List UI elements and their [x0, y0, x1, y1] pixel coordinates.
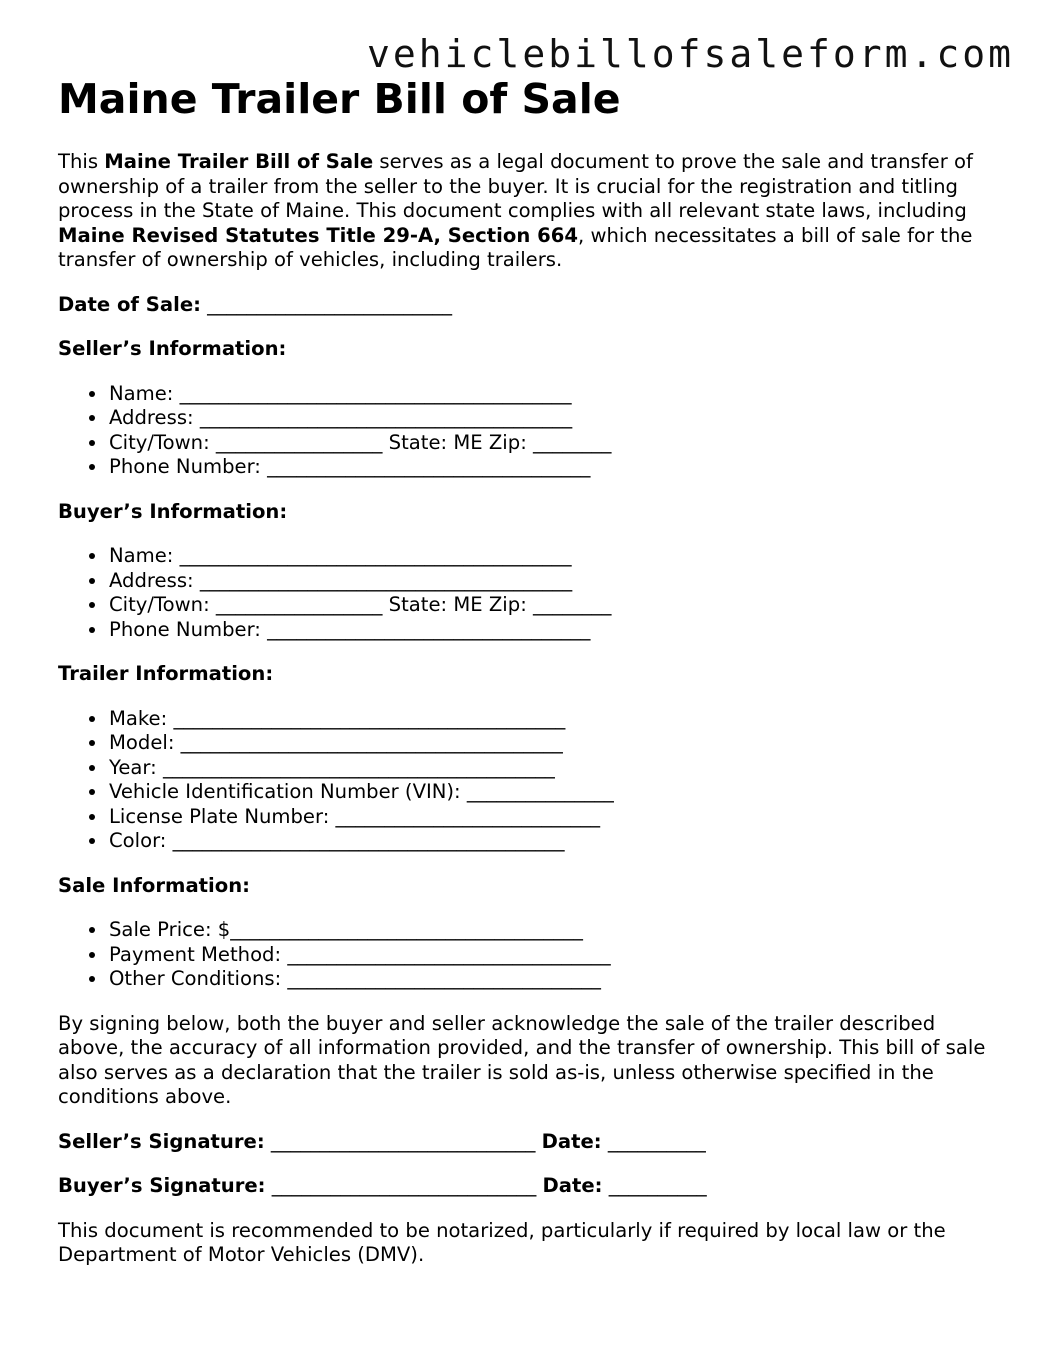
intro-bold-statute: Maine Revised Statutes Title 29-A, Section 664 — [58, 223, 579, 247]
trailer-plate-field[interactable]: • License Plate Number: ___________________________ — [108, 805, 998, 830]
trailer-fields — [58, 707, 998, 854]
date-of-sale-field[interactable] — [58, 293, 998, 318]
intro-bold-title: Maine Trailer Bill of Sale — [104, 150, 374, 173]
trailer-make-field[interactable]: • Make: ________________________________________ — [108, 707, 998, 732]
buyer-date-label: Date: — [542, 1174, 603, 1197]
sale-heading: Sale Information: — [58, 873, 251, 897]
payment-method-field[interactable]: • Payment Method: _________________________________ — [108, 943, 998, 968]
seller-phone-field[interactable]: • Phone Number: _________________________________ — [108, 455, 998, 480]
buyer-signature-row[interactable] — [58, 1174, 998, 1199]
notary-note: This document is recommended to be notarized, particularly if required by local law or the Department of Motor Vehicles (DMV). — [58, 1218, 946, 1266]
sale-price-field[interactable]: • Sale Price: $____________________________________ — [108, 918, 998, 943]
sale-fields — [58, 918, 998, 992]
buyer-city-state-zip-field[interactable]: • City/Town: _________________ State: ME Zip: ________ — [108, 593, 998, 618]
date-of-sale-label: Date of Sale: — [58, 292, 201, 316]
seller-city-state-zip-field[interactable]: • City/Town: _________________ State: ME Zip: ________ — [108, 431, 998, 456]
buyer-signature-label: Buyer’s Signature: — [58, 1174, 266, 1197]
intro-text-3: , which necessitates a bill of sale for the transfer of ownership of vehicles, including trailers. — [58, 223, 973, 271]
trailer-vin-field[interactable]: • Vehicle Identification Number (VIN): _______________ — [108, 780, 998, 805]
trailer-color-field[interactable]: • Color: ________________________________________ — [108, 829, 998, 854]
seller-date-label: Date: — [541, 1129, 602, 1153]
buyer-address-field[interactable]: • Address: ______________________________________ — [108, 569, 998, 594]
acknowledgment-paragraph: By signing below, both the buyer and seller acknowledge the sale of the trailer described above, the accuracy of all information provided, and the transfer of ownership. This bill of sale also serves as a declaration that the trailer is sold as-is, unless otherwise specified in the conditions above. — [58, 1011, 986, 1108]
seller-name-field[interactable]: • Name: ________________________________________ — [108, 382, 998, 407]
trailer-heading: Trailer Information: — [58, 662, 274, 685]
seller-address-field[interactable]: • Address: ______________________________________ — [108, 406, 998, 431]
buyer-phone-field[interactable]: • Phone Number: _________________________________ — [108, 618, 998, 643]
buyer-name-field[interactable]: • Name: ________________________________________ — [108, 544, 998, 569]
intro-paragraph — [58, 150, 998, 273]
trailer-model-field[interactable]: • Model: _______________________________________ — [108, 731, 998, 756]
page-title: Maine Trailer Bill of Sale — [58, 75, 621, 123]
trailer-year-field[interactable]: • Year: ________________________________________ — [108, 756, 998, 781]
date-of-sale-blank[interactable]: _________________________ — [200, 292, 453, 316]
buyer-signature-blank[interactable]: ___________________________ — [265, 1174, 543, 1197]
document-page — [58, 74, 998, 1268]
other-conditions-field[interactable]: • Other Conditions: ________________________________ — [108, 967, 998, 992]
watermark: vehiclebillofsaleform.com — [367, 32, 1014, 76]
buyer-fields — [58, 544, 998, 642]
seller-date-blank[interactable]: __________ — [601, 1129, 706, 1153]
intro-text-1: This — [58, 150, 105, 173]
seller-signature-row[interactable] — [58, 1130, 998, 1155]
seller-fields — [58, 382, 998, 480]
intro-text-2: serves as a legal document to prove the sale and transfer of ownership of a trailer from the seller to the buyer. It is crucial for the registration and titling process in the State of Maine. This document complies with all relevant state laws, including — [58, 150, 973, 222]
seller-heading: Seller’s Information: — [58, 337, 287, 360]
buyer-date-blank[interactable]: __________ — [602, 1174, 707, 1197]
buyer-heading: Buyer’s Information: — [58, 499, 288, 523]
seller-signature-label: Seller’s Signature: — [58, 1129, 265, 1153]
seller-signature-blank[interactable]: ___________________________ — [264, 1129, 542, 1153]
